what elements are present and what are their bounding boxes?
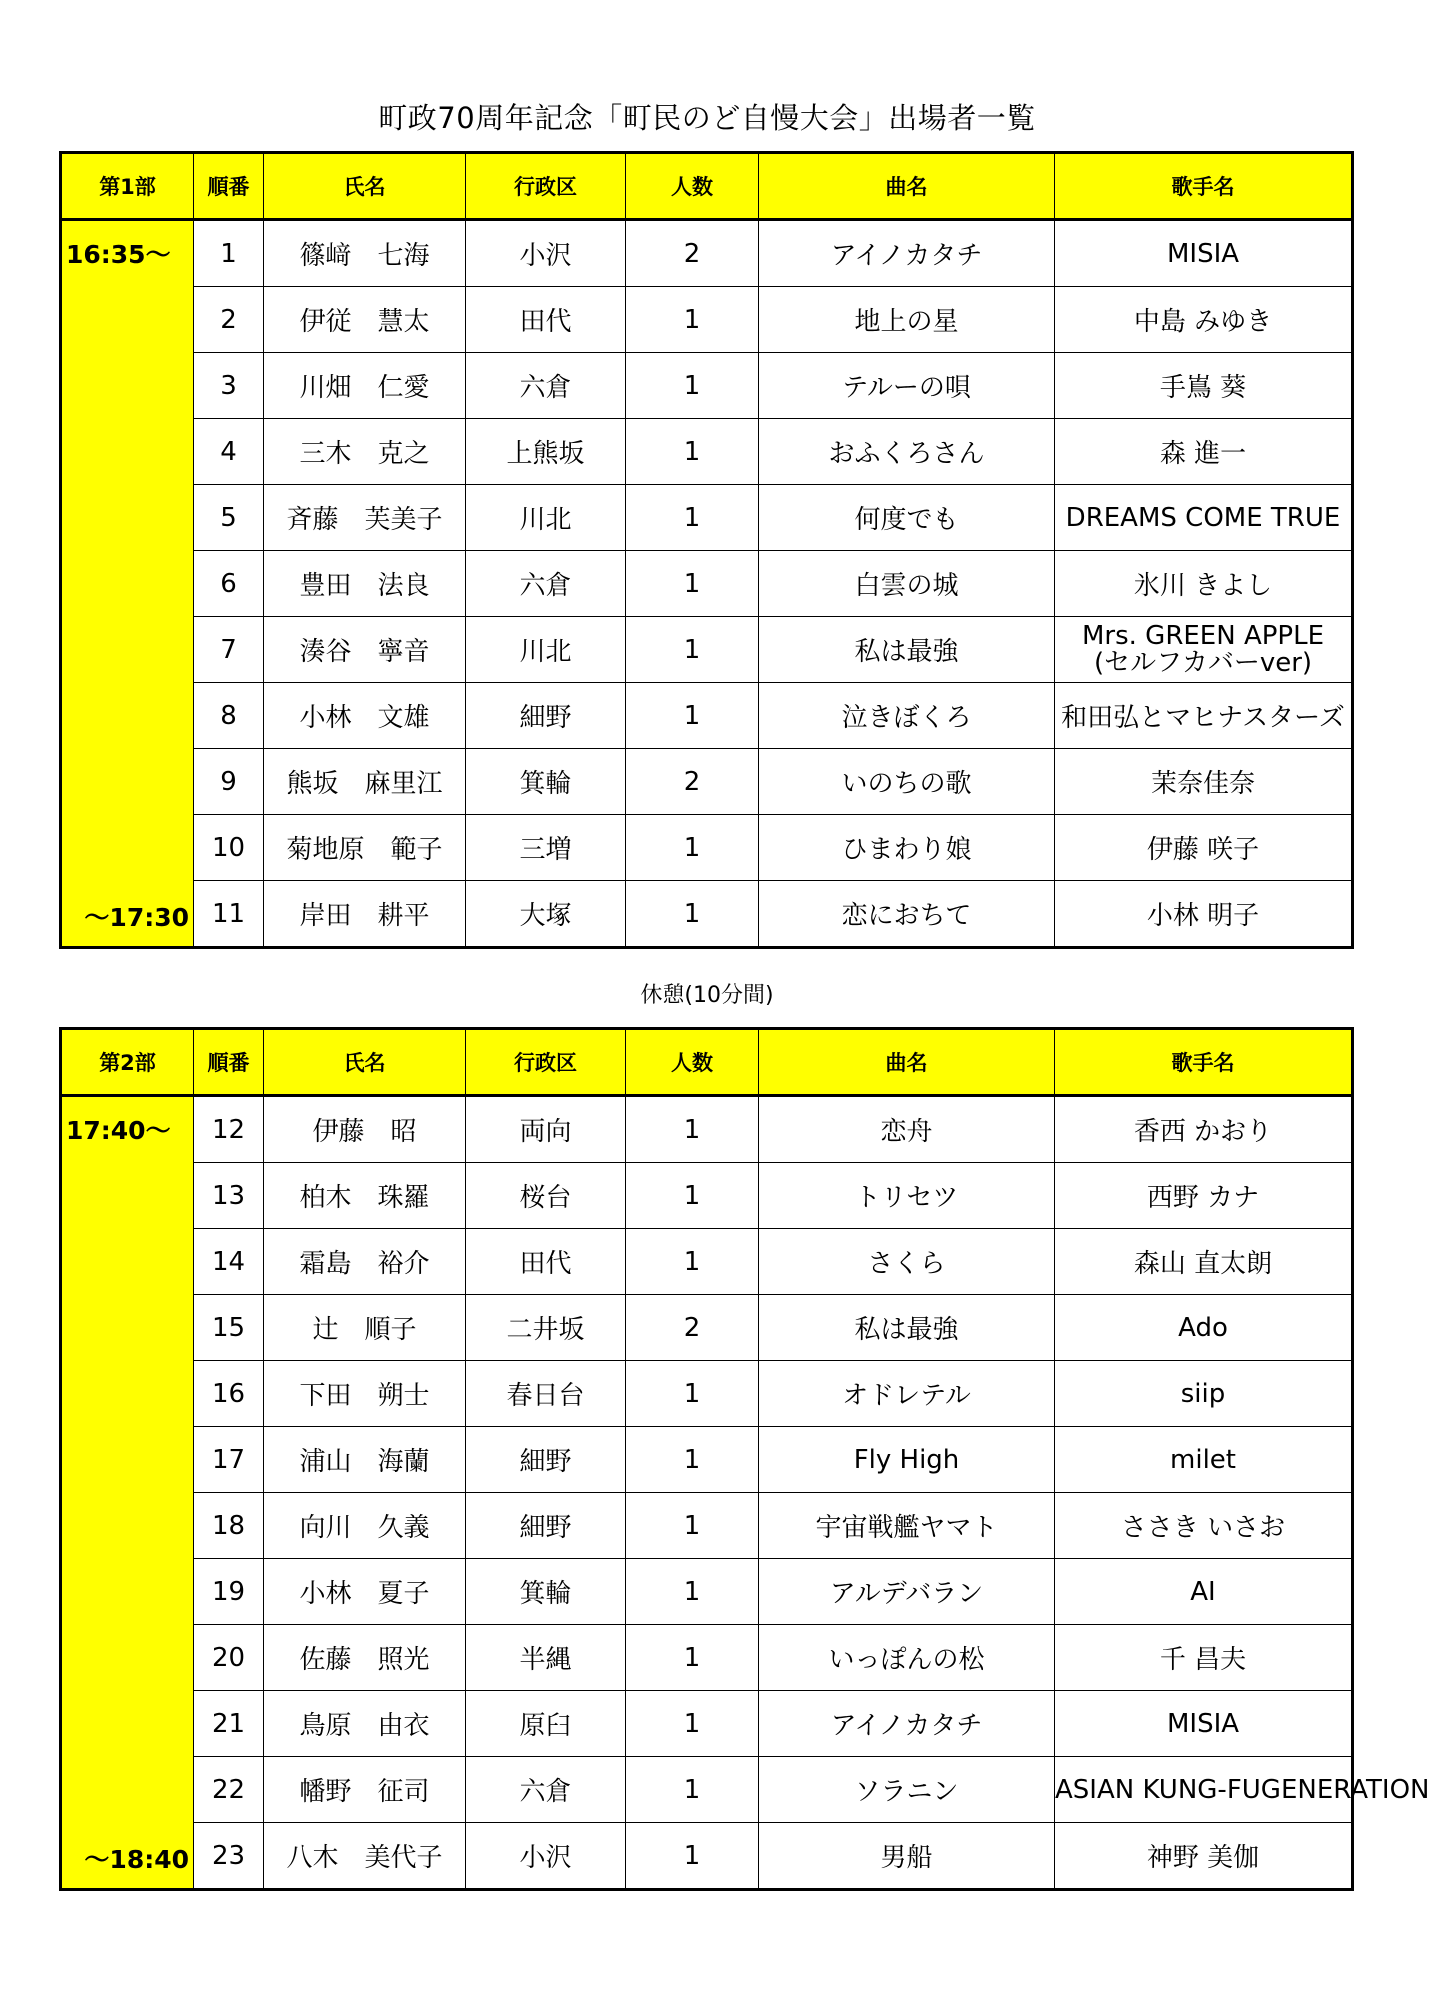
district-cell: 上熊坂 bbox=[466, 419, 626, 485]
district-cell: 川北 bbox=[466, 617, 626, 683]
count-cell: 1 bbox=[626, 815, 759, 881]
song-cell: 何度でも bbox=[759, 485, 1055, 551]
order-cell: 8 bbox=[194, 683, 264, 749]
name-cell: 斉藤 芙美子 bbox=[264, 485, 466, 551]
artist-cell: 中島 みゆき bbox=[1055, 287, 1353, 353]
artist-line: Mrs. GREEN APPLE bbox=[1081, 620, 1325, 651]
order-cell: 17 bbox=[194, 1427, 264, 1493]
artist-cell: 和田弘とマヒナスターズ bbox=[1055, 683, 1353, 749]
artist-cell: 千 昌夫 bbox=[1055, 1625, 1353, 1691]
district-cell: 小沢 bbox=[466, 220, 626, 287]
table-row bbox=[61, 1625, 1353, 1691]
artist-cell bbox=[1055, 617, 1353, 683]
song-cell: 泣きぼくろ bbox=[759, 683, 1055, 749]
name-cell: 川畑 仁愛 bbox=[264, 353, 466, 419]
district-cell: 六倉 bbox=[466, 353, 626, 419]
page-title: 町政70周年記念「町民のど自慢大会」出場者一覧 bbox=[378, 101, 1036, 135]
song-cell: いのちの歌 bbox=[759, 749, 1055, 815]
order-cell: 7 bbox=[194, 617, 264, 683]
order-cell: 3 bbox=[194, 353, 264, 419]
artist-header: 歌手名 bbox=[1055, 153, 1353, 220]
count-cell: 1 bbox=[626, 1757, 759, 1823]
name-cell: 熊坂 麻里江 bbox=[264, 749, 466, 815]
artist-cell: 氷川 きよし bbox=[1055, 551, 1353, 617]
song-cell: アイノカタチ bbox=[759, 1691, 1055, 1757]
district-cell: 春日台 bbox=[466, 1361, 626, 1427]
artist-cell: 小林 明子 bbox=[1055, 881, 1353, 948]
artist-header: 歌手名 bbox=[1055, 1029, 1353, 1096]
table-row bbox=[61, 1823, 1353, 1890]
table-row bbox=[61, 1427, 1353, 1493]
artist-cell: 手嶌 葵 bbox=[1055, 353, 1353, 419]
table-row bbox=[61, 1691, 1353, 1757]
district-cell: 原臼 bbox=[466, 1691, 626, 1757]
song-cell: アイノカタチ bbox=[759, 220, 1055, 287]
song-cell: 地上の星 bbox=[759, 287, 1055, 353]
song-cell: 私は最強 bbox=[759, 1295, 1055, 1361]
artist-cell: 神野 美伽 bbox=[1055, 1823, 1353, 1890]
count-cell: 1 bbox=[626, 1625, 759, 1691]
district-cell: 箕輪 bbox=[466, 1559, 626, 1625]
district-cell: 箕輪 bbox=[466, 749, 626, 815]
count-header: 人数 bbox=[626, 153, 759, 220]
order-cell: 20 bbox=[194, 1625, 264, 1691]
count-cell: 2 bbox=[626, 1295, 759, 1361]
name-cell: 浦山 海蘭 bbox=[264, 1427, 466, 1493]
count-cell: 2 bbox=[626, 220, 759, 287]
name-cell: 鳥原 由衣 bbox=[264, 1691, 466, 1757]
count-cell: 2 bbox=[626, 749, 759, 815]
start-time: 17:40～ bbox=[66, 1116, 171, 1145]
order-cell: 14 bbox=[194, 1229, 264, 1295]
name-header: 氏名 bbox=[264, 1029, 466, 1096]
order-cell: 13 bbox=[194, 1163, 264, 1229]
artist-cell: 伊藤 咲子 bbox=[1055, 815, 1353, 881]
table-row bbox=[61, 1229, 1353, 1295]
name-cell: 湊谷 寧音 bbox=[264, 617, 466, 683]
order-cell: 2 bbox=[194, 287, 264, 353]
name-cell: 柏木 珠羅 bbox=[264, 1163, 466, 1229]
count-header: 人数 bbox=[626, 1029, 759, 1096]
song-cell: 宇宙戦艦ヤマト bbox=[759, 1493, 1055, 1559]
count-cell: 1 bbox=[626, 1691, 759, 1757]
end-time: ～18:40 bbox=[84, 1845, 189, 1874]
song-cell: おふくろさん bbox=[759, 419, 1055, 485]
order-cell: 16 bbox=[194, 1361, 264, 1427]
artist-cell: ささき いさお bbox=[1055, 1493, 1353, 1559]
part2-table bbox=[59, 1027, 1430, 1891]
table-row bbox=[61, 1757, 1353, 1823]
order-cell: 23 bbox=[194, 1823, 264, 1890]
district-cell: 細野 bbox=[466, 683, 626, 749]
count-cell: 1 bbox=[626, 617, 759, 683]
count-cell: 1 bbox=[626, 485, 759, 551]
song-cell: いっぽんの松 bbox=[759, 1625, 1055, 1691]
order-cell: 1 bbox=[194, 220, 264, 287]
table-row bbox=[61, 287, 1353, 353]
song-cell: アルデバラン bbox=[759, 1559, 1055, 1625]
count-cell: 1 bbox=[626, 1361, 759, 1427]
district-cell: 細野 bbox=[466, 1493, 626, 1559]
time-range-cell bbox=[61, 220, 194, 948]
count-cell: 1 bbox=[626, 1163, 759, 1229]
name-cell: 霜島 裕介 bbox=[264, 1229, 466, 1295]
artist-cell: milet bbox=[1055, 1427, 1353, 1493]
part-label-header: 第1部 bbox=[61, 153, 194, 220]
name-cell: 伊従 慧太 bbox=[264, 287, 466, 353]
table-row bbox=[61, 1163, 1353, 1229]
table-row bbox=[61, 551, 1353, 617]
name-cell: 小林 夏子 bbox=[264, 1559, 466, 1625]
artist-cell: 森 進一 bbox=[1055, 419, 1353, 485]
count-cell: 1 bbox=[626, 1229, 759, 1295]
artist-line: (セルフカバーver) bbox=[1093, 647, 1313, 678]
order-cell: 21 bbox=[194, 1691, 264, 1757]
order-cell: 19 bbox=[194, 1559, 264, 1625]
song-cell: テルーの唄 bbox=[759, 353, 1055, 419]
district-cell: 細野 bbox=[466, 1427, 626, 1493]
time-range-cell bbox=[61, 1096, 194, 1890]
order-cell: 9 bbox=[194, 749, 264, 815]
name-cell: 三木 克之 bbox=[264, 419, 466, 485]
table-row bbox=[61, 815, 1353, 881]
order-header: 順番 bbox=[194, 153, 264, 220]
artist-cell: DREAMS COME TRUE bbox=[1055, 485, 1353, 551]
artist-cell: ASIAN KUNG-FUGENERATION bbox=[1055, 1757, 1353, 1823]
district-cell: 二井坂 bbox=[466, 1295, 626, 1361]
count-cell: 1 bbox=[626, 353, 759, 419]
song-cell: ソラニン bbox=[759, 1757, 1055, 1823]
table-row bbox=[61, 617, 1353, 683]
artist-cell: AI bbox=[1055, 1559, 1353, 1625]
table-row bbox=[61, 881, 1353, 948]
artist-cell: MISIA bbox=[1055, 220, 1353, 287]
artist-cell: siip bbox=[1055, 1361, 1353, 1427]
district-cell: 小沢 bbox=[466, 1823, 626, 1890]
name-cell: 岸田 耕平 bbox=[264, 881, 466, 948]
order-cell: 5 bbox=[194, 485, 264, 551]
song-cell: ひまわり娘 bbox=[759, 815, 1055, 881]
song-header: 曲名 bbox=[759, 153, 1055, 220]
count-cell: 1 bbox=[626, 287, 759, 353]
order-header: 順番 bbox=[194, 1029, 264, 1096]
name-cell: 辻 順子 bbox=[264, 1295, 466, 1361]
name-cell: 篠﨑 七海 bbox=[264, 220, 466, 287]
order-cell: 22 bbox=[194, 1757, 264, 1823]
order-cell: 18 bbox=[194, 1493, 264, 1559]
district-header: 行政区 bbox=[466, 153, 626, 220]
song-cell: 白雲の城 bbox=[759, 551, 1055, 617]
order-cell: 4 bbox=[194, 419, 264, 485]
part-label-header: 第2部 bbox=[61, 1029, 194, 1096]
artist-cell: 森山 直太朗 bbox=[1055, 1229, 1353, 1295]
order-cell: 6 bbox=[194, 551, 264, 617]
song-cell: 男船 bbox=[759, 1823, 1055, 1890]
name-cell: 菊地原 範子 bbox=[264, 815, 466, 881]
table-row bbox=[61, 1493, 1353, 1559]
district-cell: 両向 bbox=[466, 1096, 626, 1163]
district-cell: 田代 bbox=[466, 287, 626, 353]
district-cell: 川北 bbox=[466, 485, 626, 551]
time-range bbox=[62, 1097, 193, 1888]
order-cell: 15 bbox=[194, 1295, 264, 1361]
song-cell: オドレテル bbox=[759, 1361, 1055, 1427]
time-range bbox=[62, 221, 193, 946]
artist-cell: MISIA bbox=[1055, 1691, 1353, 1757]
artist-cell: 西野 カナ bbox=[1055, 1163, 1353, 1229]
district-cell: 大塚 bbox=[466, 881, 626, 948]
count-cell: 1 bbox=[626, 1427, 759, 1493]
count-cell: 1 bbox=[626, 1823, 759, 1890]
order-cell: 10 bbox=[194, 815, 264, 881]
name-cell: 下田 朔士 bbox=[264, 1361, 466, 1427]
break-note: 休憩(10分間) bbox=[640, 983, 774, 1008]
district-cell: 三増 bbox=[466, 815, 626, 881]
part1-table bbox=[59, 151, 1354, 949]
table-row bbox=[61, 485, 1353, 551]
artist-cell: 香西 かおり bbox=[1055, 1096, 1353, 1163]
part1-header-row bbox=[61, 153, 1353, 220]
song-header: 曲名 bbox=[759, 1029, 1055, 1096]
order-cell: 12 bbox=[194, 1096, 264, 1163]
count-cell: 1 bbox=[626, 551, 759, 617]
district-cell: 六倉 bbox=[466, 551, 626, 617]
district-header: 行政区 bbox=[466, 1029, 626, 1096]
start-time: 16:35～ bbox=[66, 240, 171, 269]
table-row bbox=[61, 1295, 1353, 1361]
name-cell: 小林 文雄 bbox=[264, 683, 466, 749]
table-row bbox=[61, 220, 1353, 287]
table-row bbox=[61, 419, 1353, 485]
count-cell: 1 bbox=[626, 419, 759, 485]
song-cell: トリセツ bbox=[759, 1163, 1055, 1229]
song-cell: 恋舟 bbox=[759, 1096, 1055, 1163]
artist-cell: Ado bbox=[1055, 1295, 1353, 1361]
artist-cell: 茉奈佳奈 bbox=[1055, 749, 1353, 815]
district-cell: 半縄 bbox=[466, 1625, 626, 1691]
song-cell: Fly High bbox=[759, 1427, 1055, 1493]
name-cell: 佐藤 照光 bbox=[264, 1625, 466, 1691]
name-header: 氏名 bbox=[264, 153, 466, 220]
table-row bbox=[61, 1096, 1353, 1163]
name-cell: 伊藤 昭 bbox=[264, 1096, 466, 1163]
end-time: ～17:30 bbox=[84, 903, 189, 932]
count-cell: 1 bbox=[626, 1493, 759, 1559]
district-cell: 田代 bbox=[466, 1229, 626, 1295]
order-cell: 11 bbox=[194, 881, 264, 948]
table-row bbox=[61, 353, 1353, 419]
count-cell: 1 bbox=[626, 1559, 759, 1625]
count-cell: 1 bbox=[626, 1096, 759, 1163]
song-cell: さくら bbox=[759, 1229, 1055, 1295]
table-row bbox=[61, 683, 1353, 749]
count-cell: 1 bbox=[626, 881, 759, 948]
name-cell: 八木 美代子 bbox=[264, 1823, 466, 1890]
table-row bbox=[61, 1361, 1353, 1427]
name-cell: 豊田 法良 bbox=[264, 551, 466, 617]
name-cell: 向川 久義 bbox=[264, 1493, 466, 1559]
table-row bbox=[61, 749, 1353, 815]
name-cell: 幡野 征司 bbox=[264, 1757, 466, 1823]
part2-header-row bbox=[61, 1029, 1353, 1096]
count-cell: 1 bbox=[626, 683, 759, 749]
song-cell: 私は最強 bbox=[759, 617, 1055, 683]
district-cell: 六倉 bbox=[466, 1757, 626, 1823]
song-cell: 恋におちて bbox=[759, 881, 1055, 948]
table-row bbox=[61, 1559, 1353, 1625]
district-cell: 桜台 bbox=[466, 1163, 626, 1229]
